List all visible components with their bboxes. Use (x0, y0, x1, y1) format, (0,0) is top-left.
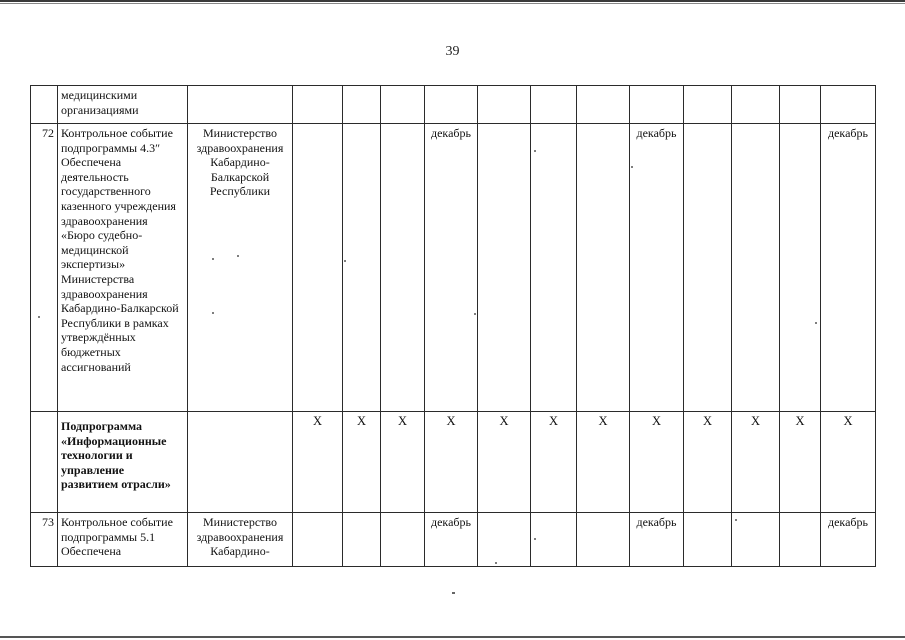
scan-speck (735, 519, 737, 521)
quarter-cell (577, 124, 630, 412)
quarter-cell (381, 86, 425, 124)
quarter-cell (531, 86, 577, 124)
row-number-cell (31, 86, 58, 124)
quarter-cell (293, 124, 343, 412)
quarter-cell (577, 86, 630, 124)
quarter-cell (531, 513, 577, 567)
quarter-cell (478, 86, 531, 124)
quarter-cell (780, 86, 821, 124)
scan-speck (212, 312, 214, 314)
subprogram-title-cell: Подпрограмма «Информационные технологии и управление развитием отрасли» (58, 412, 188, 513)
quarter-cell (343, 513, 381, 567)
x-mark-cell: Х (531, 412, 577, 513)
executor-cell: Министерство здравоохранения Кабардино- (188, 513, 293, 567)
row-number-cell: 72 (31, 124, 58, 412)
quarter-cell: декабрь (425, 124, 478, 412)
table-row-continued (31, 86, 876, 124)
quarter-cell (732, 86, 780, 124)
table-row-72 (31, 124, 876, 412)
quarter-cell: декабрь (425, 513, 478, 567)
x-mark-cell: Х (821, 412, 876, 513)
scan-speck (212, 258, 214, 260)
quarter-cell (531, 124, 577, 412)
scan-speck (237, 255, 239, 257)
quarter-cell (343, 86, 381, 124)
x-mark-cell: Х (780, 412, 821, 513)
scan-speck (452, 592, 455, 594)
quarter-cell (684, 86, 732, 124)
quarter-cell (780, 513, 821, 567)
scan-speck (344, 260, 346, 262)
scan-speck (631, 166, 633, 168)
scan-speck (474, 313, 476, 315)
table-row-73 (31, 513, 876, 567)
quarter-cell (577, 513, 630, 567)
quarter-cell (780, 124, 821, 412)
scan-edge-top (0, 0, 905, 2)
scan-edge-top-shadow (0, 3, 905, 4)
quarter-cell (684, 124, 732, 412)
row-number-cell: 73 (31, 513, 58, 567)
quarter-cell (293, 513, 343, 567)
scan-speck (534, 150, 536, 152)
quarter-cell (732, 513, 780, 567)
quarter-cell (381, 513, 425, 567)
quarter-cell (684, 513, 732, 567)
x-mark-cell: Х (732, 412, 780, 513)
page-number: 39 (445, 44, 460, 59)
x-mark-cell: Х (425, 412, 478, 513)
quarter-cell: декабрь (630, 513, 684, 567)
x-mark-cell: Х (630, 412, 684, 513)
event-name-cell: Контрольное событие подпрограммы 4.3″ Обеспечена деятельность государственного казенного учреждения здравоохранения «Бюро судебно-медицинской экспертизы» Министерства здравоохранения Кабардино-Балкарской Республики в рамках утверждённых бюджетных ассигнований (58, 124, 188, 412)
event-name-cell: медицинскими организациями (58, 86, 188, 124)
scan-speck (534, 538, 536, 540)
quarter-cell: декабрь (821, 513, 876, 567)
scan-speck (38, 316, 40, 318)
x-mark-cell: Х (381, 412, 425, 513)
scan-speck (495, 562, 497, 564)
executor-cell (188, 412, 293, 513)
event-name-cell: Контрольное событие подпрограммы 5.1 Обеспечена (58, 513, 188, 567)
quarter-cell (343, 124, 381, 412)
x-mark-cell: Х (293, 412, 343, 513)
quarter-cell (293, 86, 343, 124)
quarter-cell (381, 124, 425, 412)
quarter-cell: декабрь (630, 124, 684, 412)
row-number-cell (31, 412, 58, 513)
quarter-cell (425, 86, 478, 124)
x-mark-cell: Х (343, 412, 381, 513)
scan-speck (815, 322, 817, 324)
x-mark-cell: Х (478, 412, 531, 513)
quarter-cell (732, 124, 780, 412)
x-mark-cell: Х (577, 412, 630, 513)
x-mark-cell: Х (684, 412, 732, 513)
executor-cell (188, 86, 293, 124)
quarter-cell (478, 124, 531, 412)
quarter-cell (821, 86, 876, 124)
executor-cell: Министерство здравоохранения Кабардино-Балкарской Республики (188, 124, 293, 412)
quarter-cell (478, 513, 531, 567)
scan-edge-bottom (0, 636, 905, 638)
quarter-cell (630, 86, 684, 124)
schedule-table (30, 85, 876, 567)
quarter-cell: декабрь (821, 124, 876, 412)
table-row-subprogram (31, 412, 876, 513)
